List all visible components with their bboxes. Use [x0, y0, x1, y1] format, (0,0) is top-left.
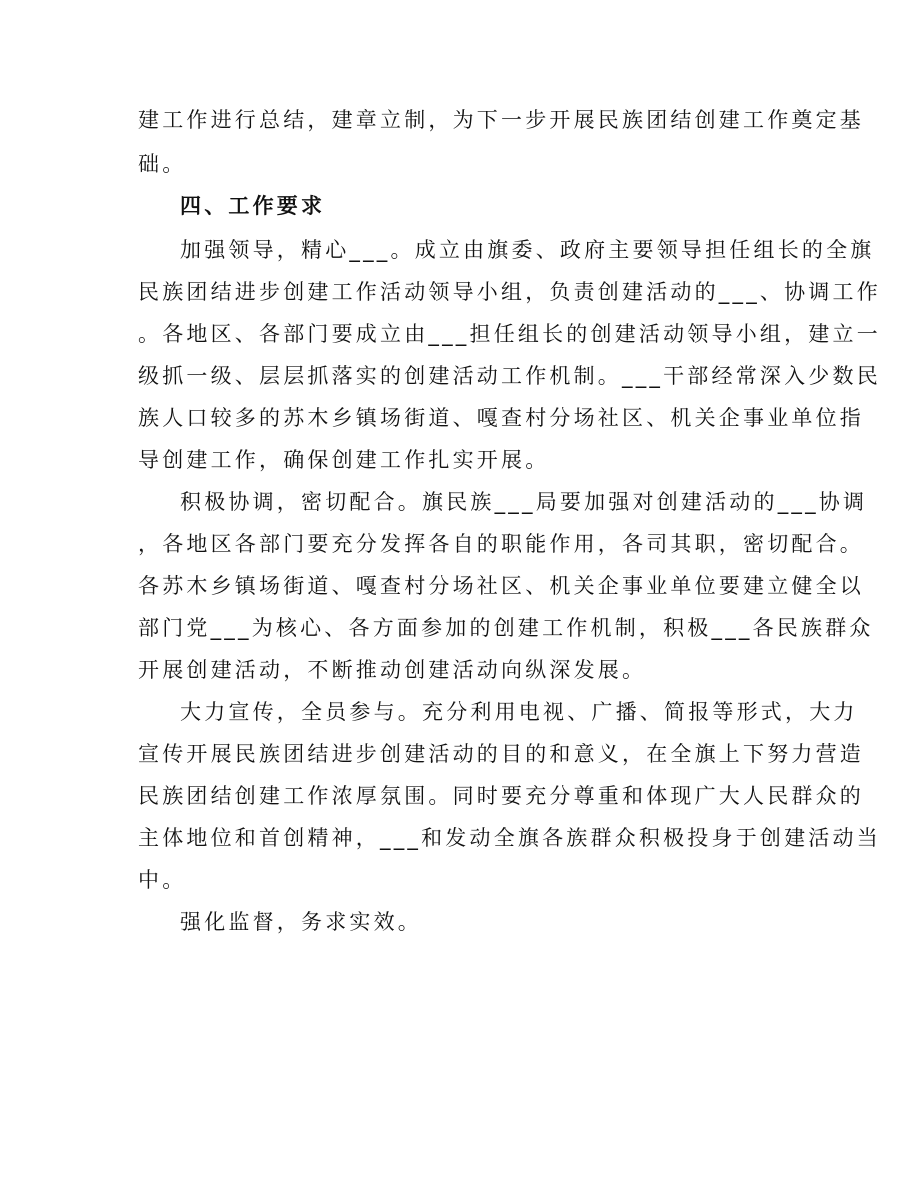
paragraph-2-line-5: 开展创建活动，不断推动创建活动向纵深发展。 [138, 658, 647, 682]
paragraph-1-line-6: 导创建工作，确保创建工作扎实开展。 [138, 448, 550, 472]
intro-line-1: 建工作进行总结，建章立制，为下一步开展民族团结创建工作奠定基 [138, 108, 864, 132]
section-heading: 四、工作要求 [180, 194, 326, 218]
paragraph-1-line-1: 加强领导，精心___。成立由旗委、政府主要领导担任组长的全旗 [180, 238, 875, 262]
paragraph-1-line-3: 。各地区、各部门要成立由___担任组长的创建活动领导小组，建立一 [138, 322, 881, 346]
paragraph-3-line-3: 民族团结创建工作浓厚氛围。同时要充分尊重和体现广大人民群众的 [138, 784, 864, 808]
intro-line-2: 础。 [138, 152, 187, 176]
paragraph-1-line-2: 民族团结进步创建工作活动领导小组，负责创建活动的___、协调工作 [138, 280, 881, 304]
paragraph-4-line-1: 强化监督，务求实效。 [180, 910, 422, 934]
paragraph-2-line-3: 各苏木乡镇场街道、嘎查村分场社区、机关企事业单位要建立健全以 [138, 574, 864, 598]
paragraph-3-line-1: 大力宣传，全员参与。充分利用电视、广播、简报等形式，大力 [180, 700, 858, 724]
paragraph-1-line-4: 级抓一级、层层抓落实的创建活动工作机制。___干部经常深入少数民 [138, 364, 881, 388]
paragraph-3-line-4: 主体地位和首创精神，___和发动全旗各族群众积极投身于创建活动当 [138, 826, 881, 850]
paragraph-2-line-2: ，各地区各部门要充分发挥各自的职能作用，各司其职，密切配合。 [138, 532, 864, 556]
paragraph-3-line-5: 中。 [138, 868, 187, 892]
paragraph-2-line-4: 部门党___为核心、各方面参加的创建工作机制，积极___各民族群众 [138, 616, 874, 640]
paragraph-1-line-5: 族人口较多的苏木乡镇场街道、嘎查村分场社区、机关企事业单位指 [138, 406, 864, 430]
paragraph-2-line-1: 积极协调，密切配合。旗民族___局要加强对创建活动的___协调 [180, 490, 868, 514]
paragraph-3-line-2: 宣传开展民族团结进步创建活动的目的和意义，在全旗上下努力营造 [138, 742, 864, 766]
